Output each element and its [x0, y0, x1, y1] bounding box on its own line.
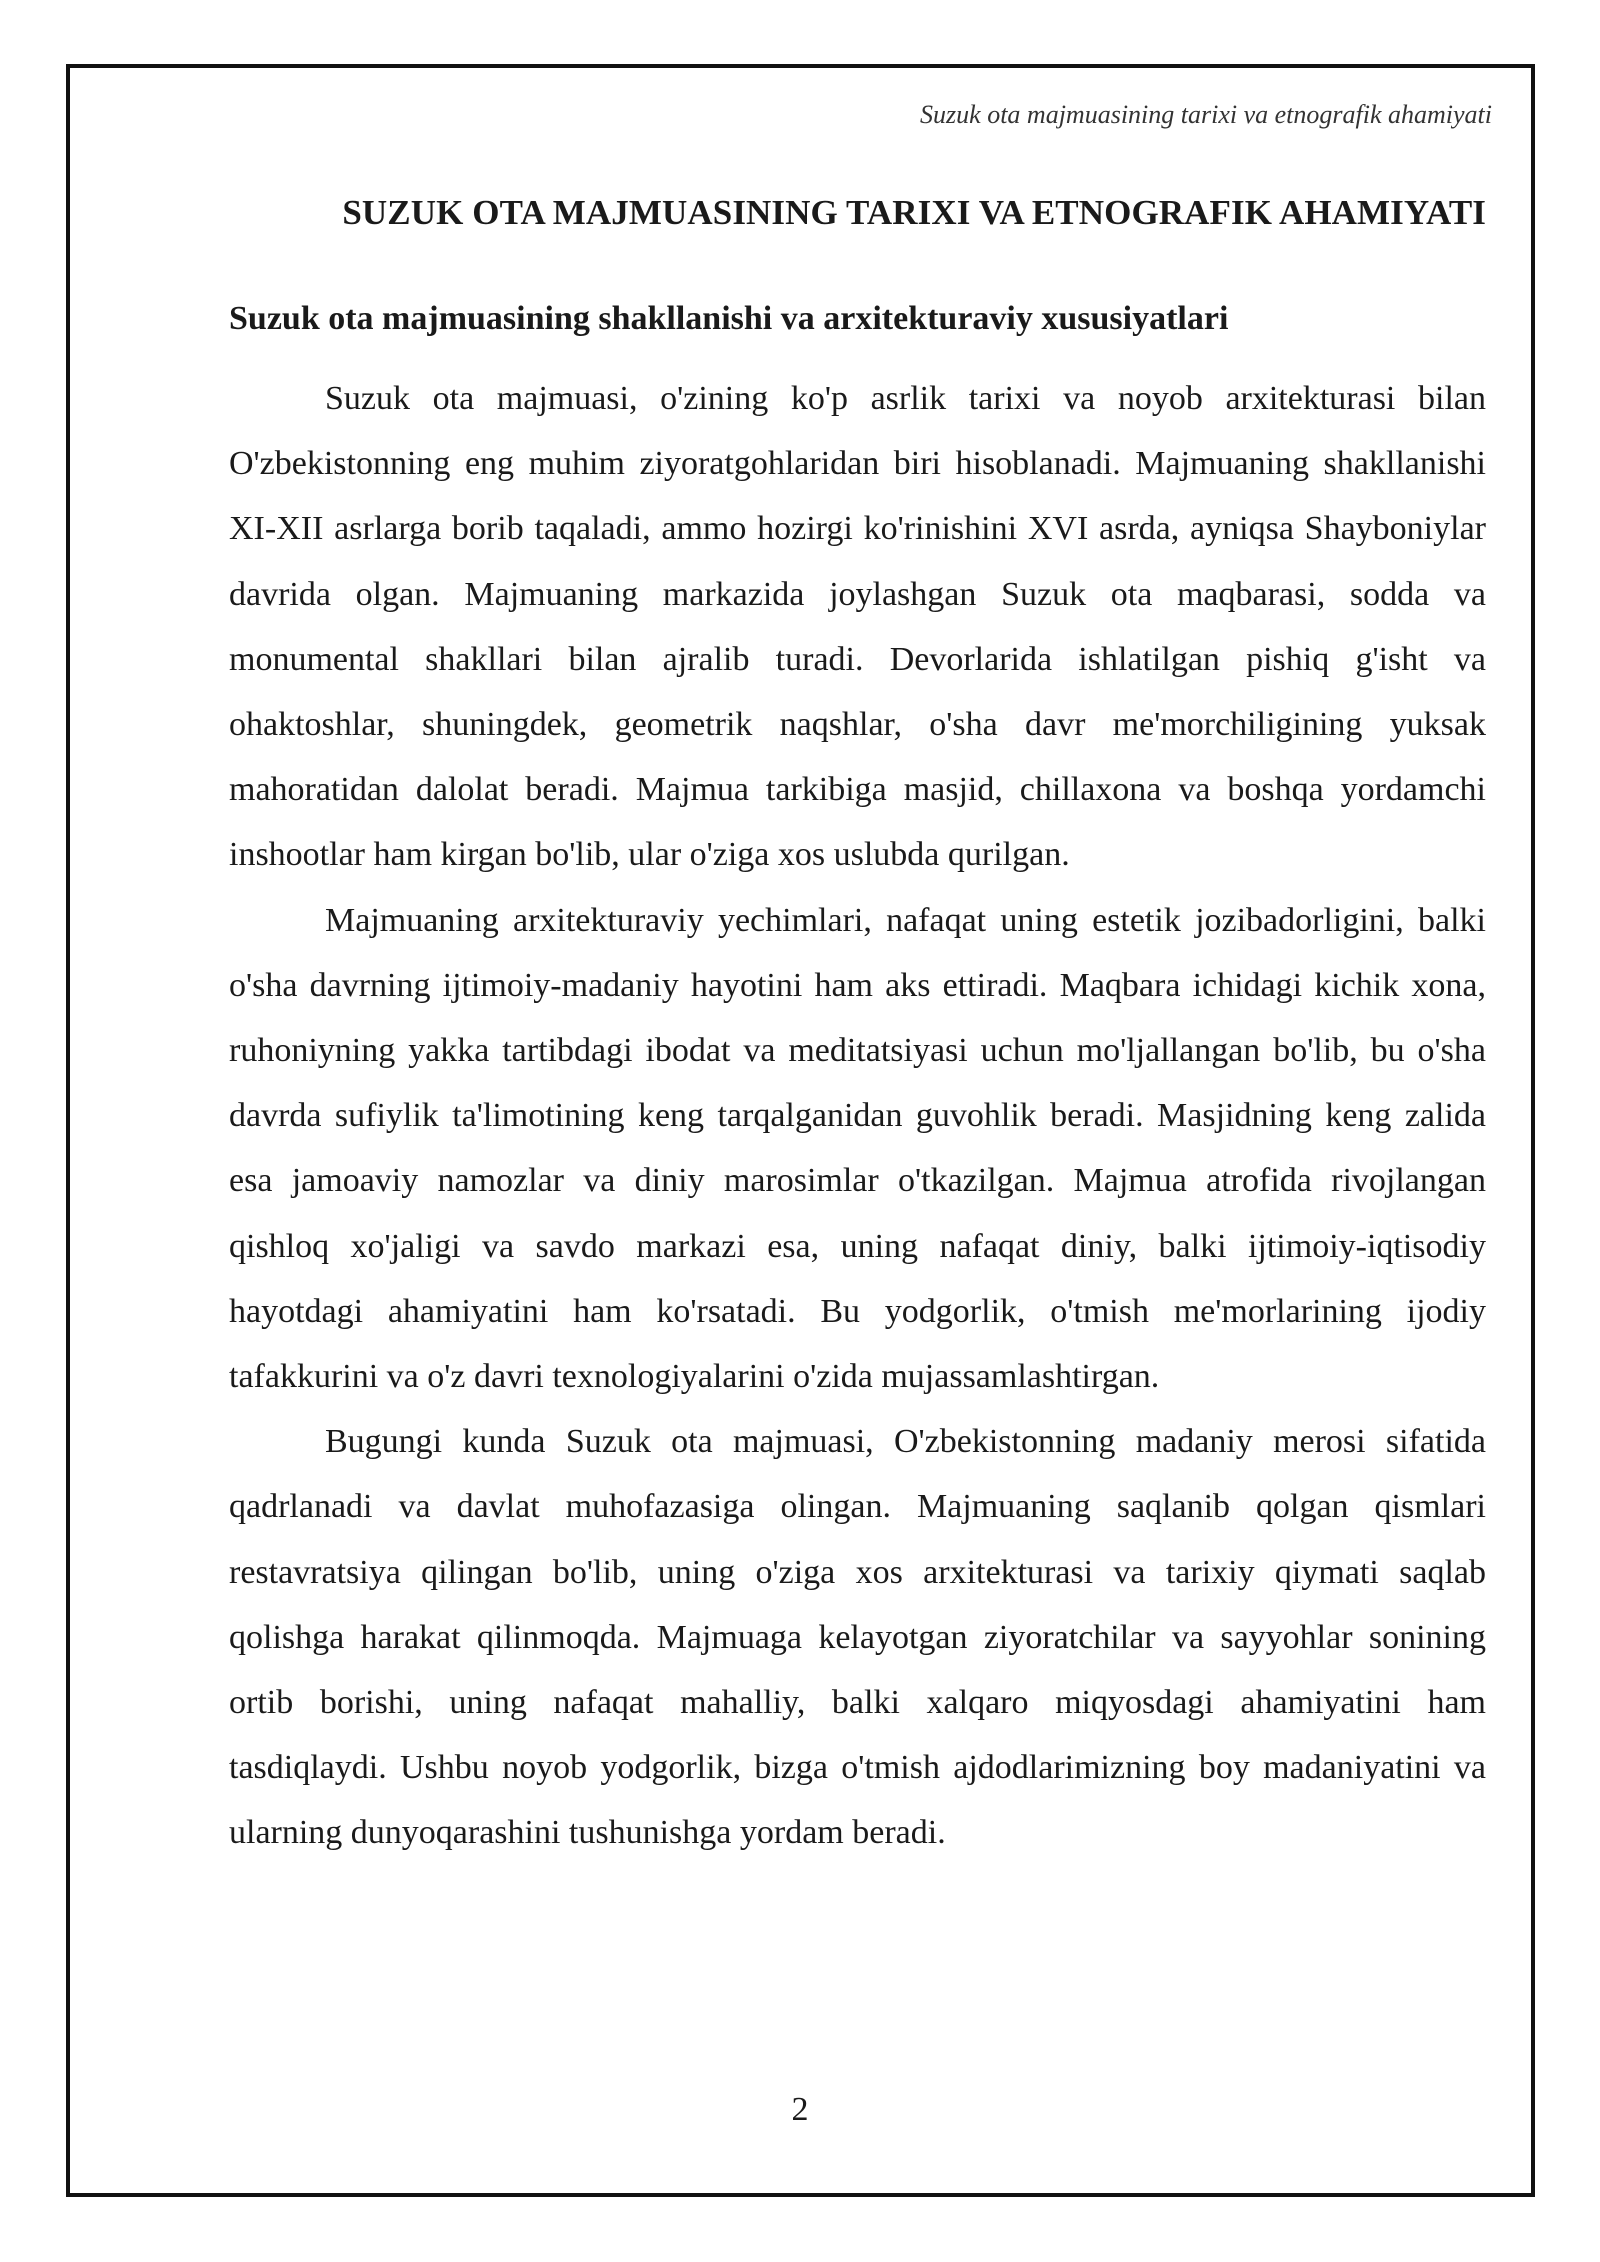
page-number: 2	[791, 2091, 809, 2128]
paragraph-3: Bugungi kunda Suzuk ota majmuasi, O'zbekistonning madaniy merosi sifatida qadrlanadi va davlat muhofazasiga olingan. Majmuaning saqlanib qolgan qismlari restavratsiya qilingan bo'lib, uning o'ziga xos arxitekturasi va tarixiy qiymati saqlab qolishga harakat qilinmoqda. Majmuaga kelayotgan ziyoratchilar va sayyohlar sonining ortib borishi, uning nafaqat mahalliy, balki xalqaro miqyosdagi ahamiyatini ham tasdiqlaydi. Ushbu noyob yodgorlik, bizga o'tmish ajdodlarimizning boy madaniyatini va ularning dunyoqarashini tushunishga yordam beradi.	[229, 1423, 1486, 1852]
paragraph-1: Suzuk ota majmuasi, o'zining ko'p asrlik tarixi va noyob arxitekturasi bilan O'zbekistonning eng muhim ziyoratgohlaridan biri hisoblanadi. Majmuaning shakllanishi XI-XII asrlarga borib taqaladi, ammo hozirgi ko'rinishini XVI asrda, ayniqsa Shayboniylar davrida olgan. Majmuaning markazida joylashgan Suzuk ota maqbarasi, sodda va monumental shakllari bilan ajralib turadi. Devorlarida ishlatilgan pishiq g'isht va ohaktoshlar, shuningdek, geometrik naqshlar, o'sha davr me'morchiligining yuksak mahoratidan dalolat beradi. Majmua tarkibiga masjid, chillaxona va boshqa yordamchi inshootlar ham kirgan bo'lib, ular o'ziga xos uslubda qurilgan.	[229, 380, 1486, 874]
running-header: Suzuk ota majmuasining tarixi va etnografik ahamiyati	[920, 100, 1492, 129]
document-body	[229, 186, 1486, 1866]
section-heading: Suzuk ota majmuasining shakllanishi va arxitekturaviy xususiyatlari	[229, 300, 1229, 337]
document-title: SUZUK OTA MAJMUASINING TARIXI VA ETNOGRAFIK AHAMIYATI	[342, 193, 1486, 232]
paragraph-2: Majmuaning arxitekturaviy yechimlari, nafaqat uning estetik jozibadorligini, balki o'sha davrning ijtimoiy-madaniy hayotini ham aks ettiradi. Maqbara ichidagi kichik xona, ruhoniyning yakka tartibdagi ibodat va meditatsiyasi uchun mo'ljallangan bo'lib, bu o'sha davrda sufiylik ta'limotining keng tarqalganidan guvohlik beradi. Masjidning keng zalida esa jamoaviy namozlar va diniy marosimlar o'tkazilgan. Majmua atrofida rivojlangan qishloq xo'jaligi va savdo markazi esa, uning nafaqat diniy, balki ijtimoiy-iqtisodiy hayotdagi ahamiyatini ham ko'rsatadi. Bu yodgorlik, o'tmish me'morlarining ijodiy tafakkurini va o'z davri texnologiyalarini o'zida mujassamlashtirgan.	[229, 901, 1486, 1396]
